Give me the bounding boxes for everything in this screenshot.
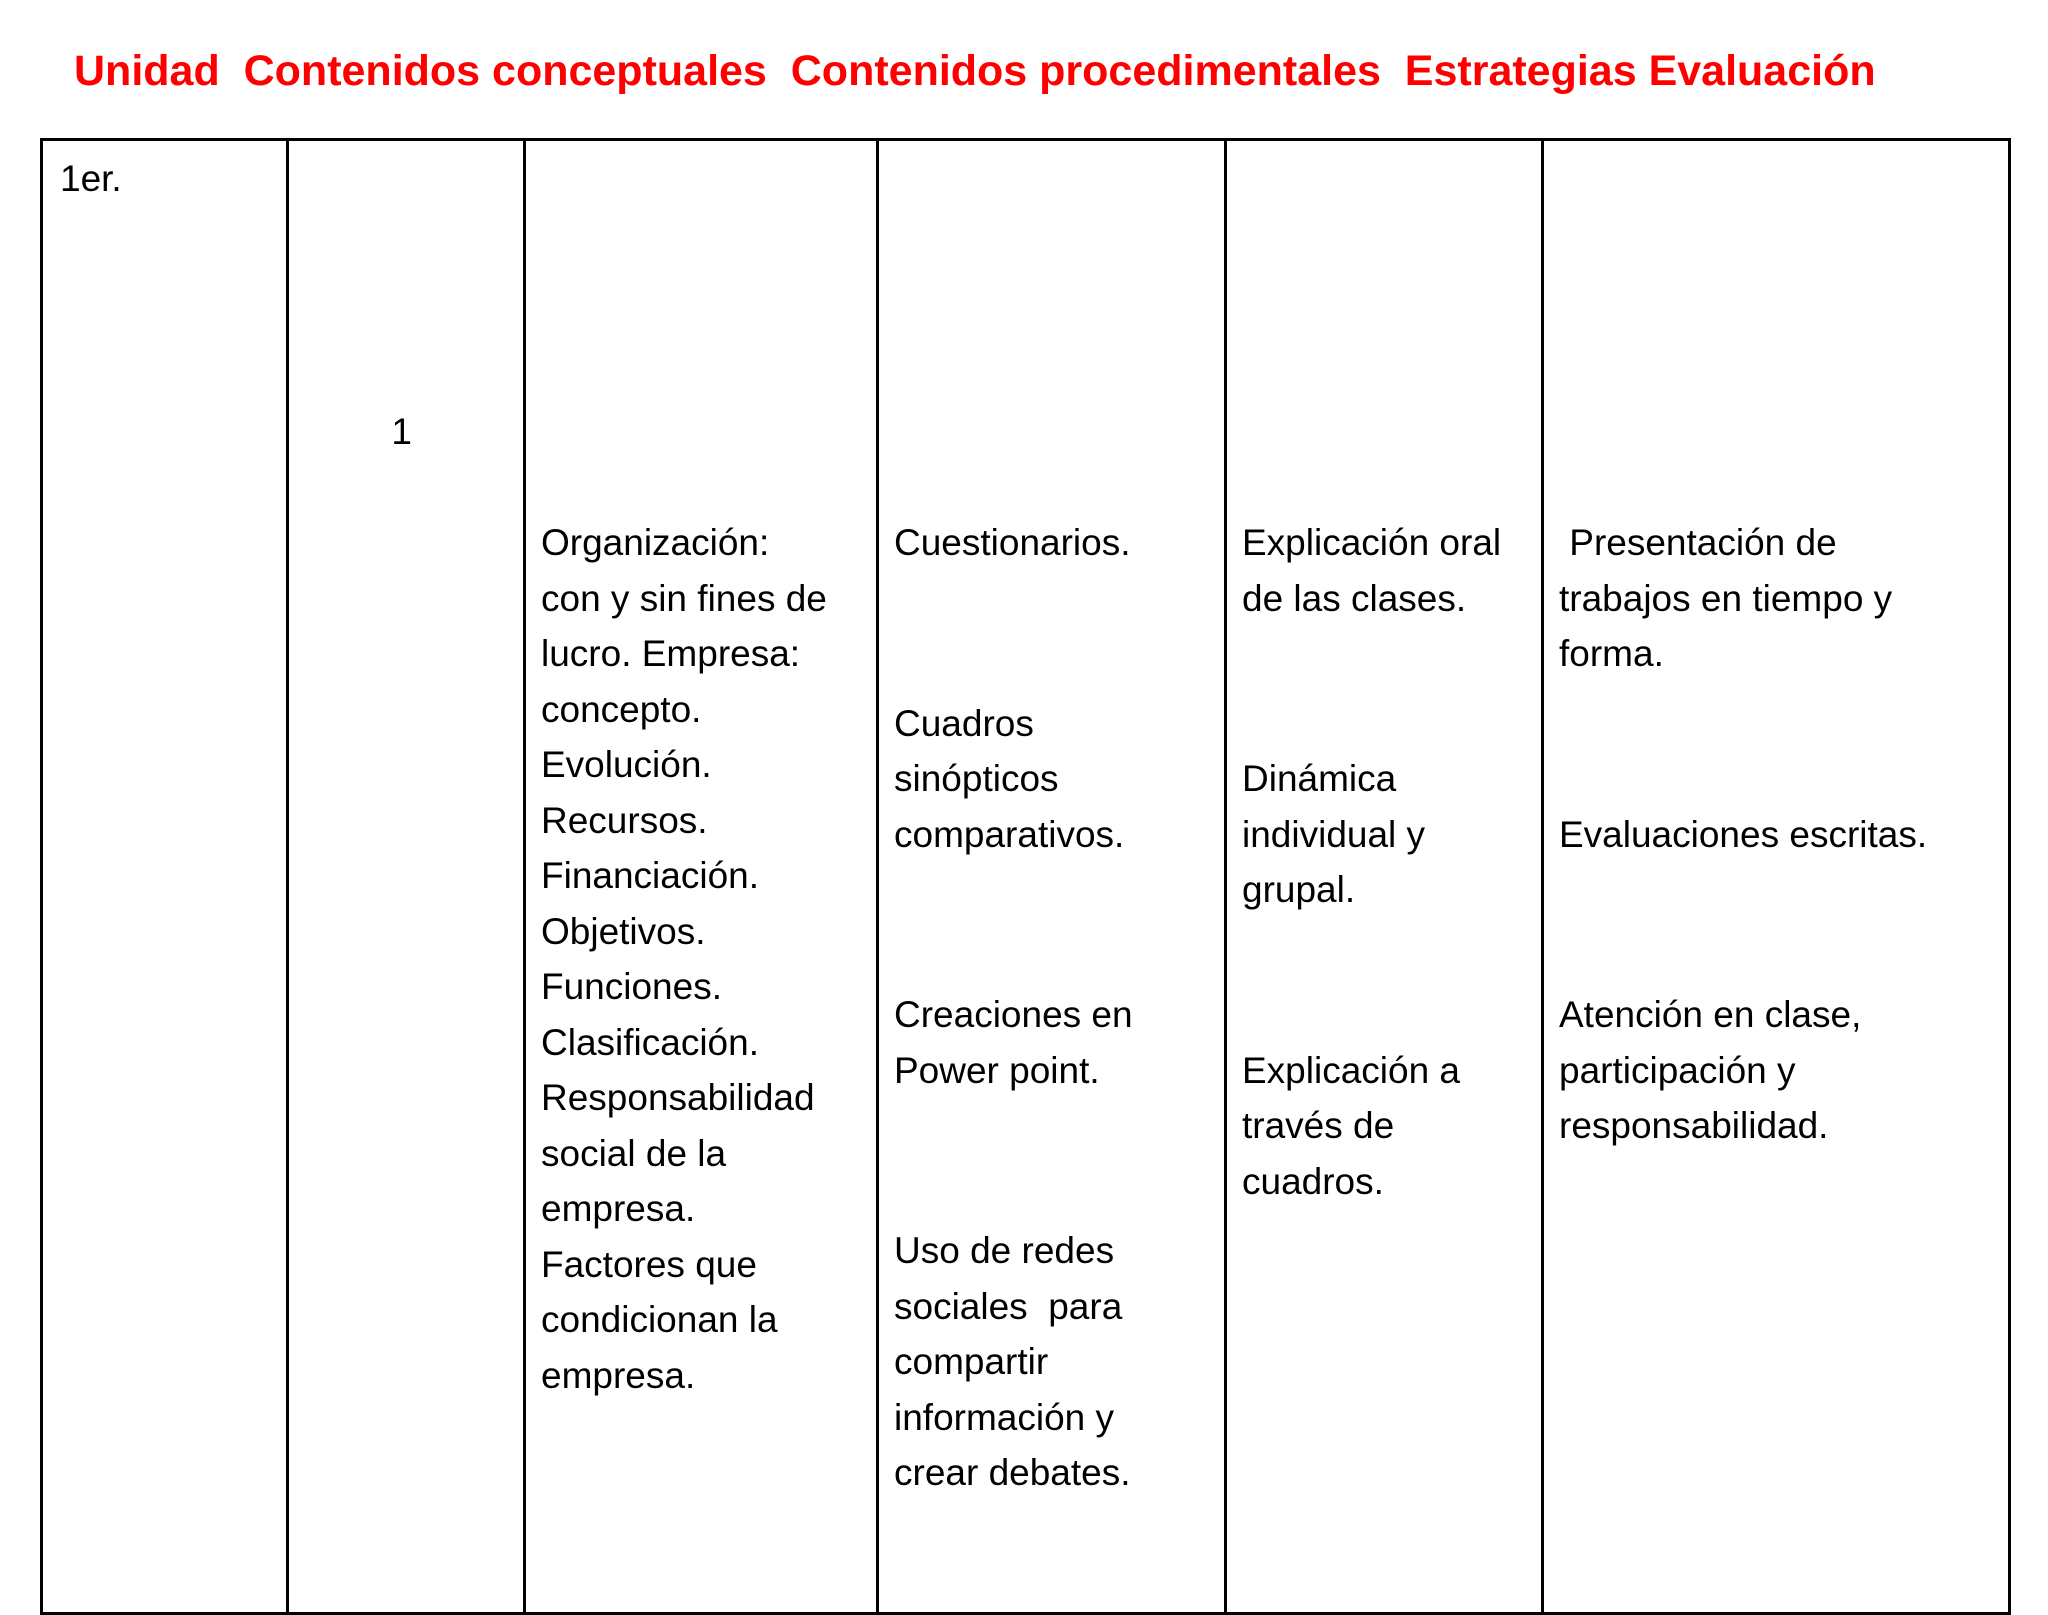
- procedural-item: Creaciones en Power point.: [894, 994, 1133, 1091]
- evaluation-item: Evaluaciones escritas.: [1559, 813, 1928, 855]
- period-text: 1er.: [60, 158, 122, 199]
- strategies-cell: [1226, 140, 1543, 1614]
- evaluation-item: Atención en clase, participación y responsabilidad.: [1559, 994, 1862, 1146]
- strategy-item: Explicación a través de cuadros.: [1242, 1049, 1461, 1202]
- procedural-item: Cuadros sinópticos comparativos.: [894, 702, 1125, 855]
- unit-cell: [288, 140, 525, 1614]
- strategy-item: Explicación oral de las clases.: [1242, 522, 1502, 619]
- table-row: [42, 140, 2010, 1614]
- conceptual-contents-cell: [525, 140, 878, 1614]
- evaluation-item: Presentación de trabajos en tiempo y forma.: [1559, 522, 1893, 674]
- procedural-item: Uso de redes sociales para compartir información y crear debates.: [894, 1230, 1131, 1493]
- document-heading: Unidad Contenidos conceptuales Contenidos procedimentales Estrategias Evaluación: [74, 47, 1876, 95]
- strategy-item: Dinámica individual y grupal.: [1242, 758, 1426, 910]
- unit-number: 1: [391, 411, 412, 452]
- conceptual-contents-text: Organización: con y sin fines de lucro. Empresa: concepto. Evolución. Recursos. Financiación. Objetivos. Funciones. Clasificación. Responsabilidad social de la empresa. Factores que condicionan la empresa.: [541, 522, 827, 1396]
- planning-table: [40, 138, 2011, 1615]
- evaluation-cell: [1543, 140, 2010, 1614]
- procedural-item: Cuestionarios.: [894, 522, 1131, 563]
- procedural-contents-cell: [878, 140, 1226, 1614]
- period-cell: [42, 140, 288, 1614]
